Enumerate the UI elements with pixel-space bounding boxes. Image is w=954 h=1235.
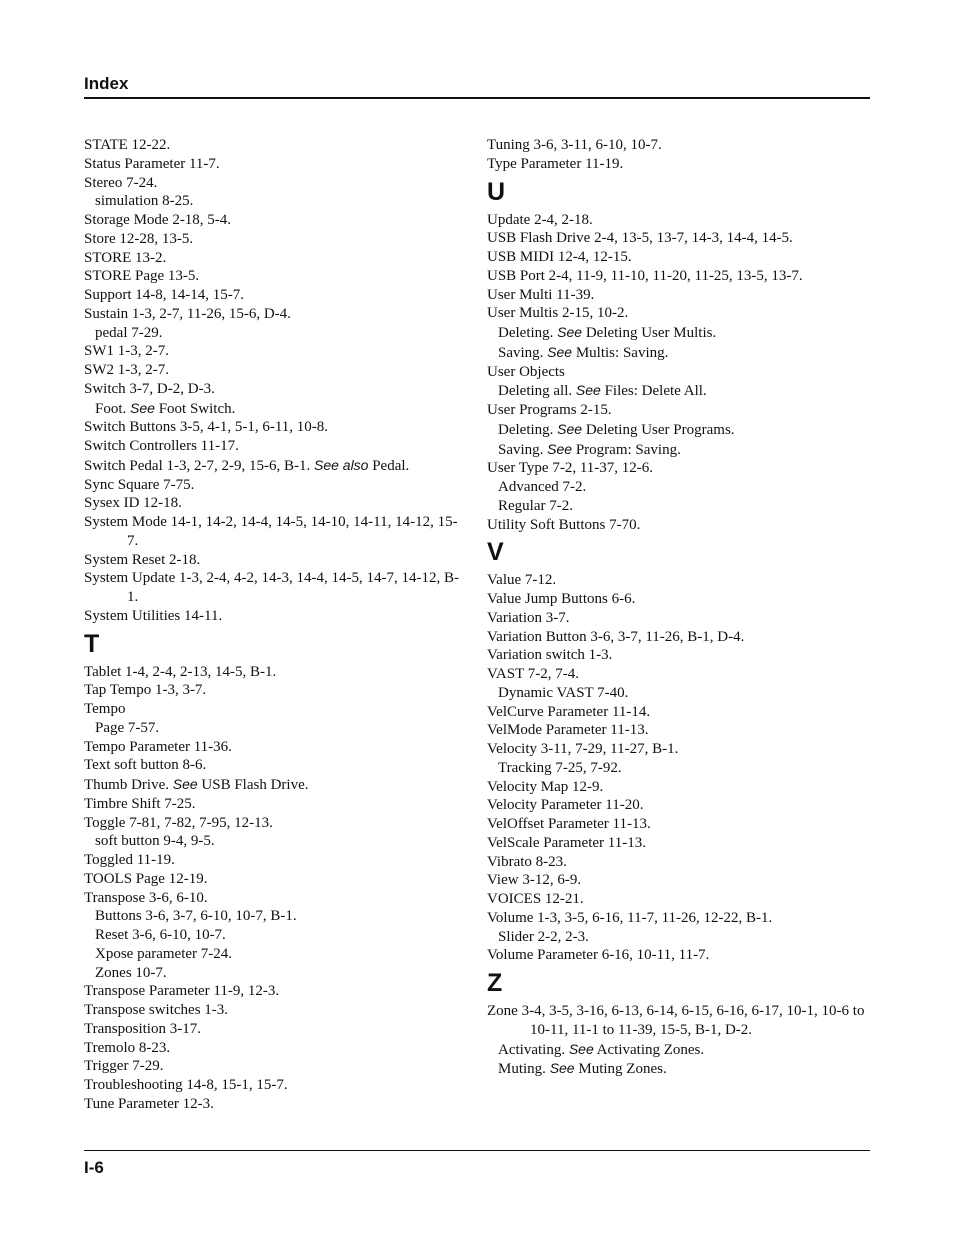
see-target: Files: Delete All.	[600, 383, 707, 400]
index-entry: View 3-12, 6-9.	[487, 872, 582, 889]
index-entry: Support 14-8, 14-14, 15-7.	[84, 287, 244, 303]
see-target: Foot Switch.	[154, 400, 236, 417]
index-entry: VAST 7-2, 7-4.	[487, 666, 579, 682]
index-entry: Switch Buttons 3-5, 4-1, 5-1, 6-11, 10-8.	[84, 419, 329, 436]
see-target: Pedal.	[368, 457, 410, 474]
index-entry: Switch 3-7, D-2, D-3.	[84, 380, 215, 397]
index-subentry: pedal 7-29.	[95, 324, 163, 341]
index-entry: TOOLS Page 12-19.	[84, 870, 208, 887]
index-entry	[84, 775, 464, 795]
index-entry: Vibrato 8-23.	[487, 853, 567, 870]
index-subentry	[487, 381, 867, 401]
index-entry: VelScale Parameter 11-13.	[487, 834, 646, 851]
index-entry: Toggle 7-81, 7-82, 7-95, 12-13.	[84, 814, 273, 831]
see-target: Program: Saving.	[572, 441, 681, 458]
index-entry: VelOffset Parameter 11-13.	[487, 816, 651, 832]
entry-text: Foot.	[95, 400, 131, 417]
entry-text: Deleting.	[498, 325, 558, 341]
index-entry: Transpose Parameter 11-9, 12-3.	[84, 983, 280, 1000]
see-reference: See	[547, 343, 573, 360]
index-entry: Trigger 7-29.	[84, 1058, 164, 1075]
see-reference: See	[557, 420, 583, 437]
entry-text: Saving.	[498, 344, 548, 361]
index-entry: USB Flash Drive 2-4, 13-5, 13-7, 14-3, 14-4, 14-5.	[487, 230, 793, 247]
index-entry: User Objects	[487, 363, 565, 380]
header-rule	[84, 97, 870, 99]
see-target: USB Flash Drive.	[197, 777, 309, 793]
index-entry: Tempo Parameter 11-36.	[84, 738, 232, 755]
index-subentry: soft button 9-4, 9-5.	[95, 833, 215, 850]
see-reference: See	[547, 440, 573, 457]
entry-text: Deleting all.	[498, 383, 576, 400]
entry-text: Thumb Drive.	[84, 777, 173, 793]
index-subentry	[487, 323, 867, 343]
index-subentry: Reset 3-6, 6-10, 10-7.	[95, 927, 226, 943]
see-target: Muting Zones.	[574, 1061, 667, 1078]
index-entry: Type Parameter 11-19.	[487, 155, 624, 172]
index-entry: Update 2-4, 2-18.	[487, 211, 593, 228]
see-reference: See	[130, 399, 155, 416]
index-entry: USB Port 2-4, 11-9, 11-10, 11-20, 11-25, 13-5, 13-7.	[487, 267, 803, 284]
index-entry: USB MIDI 12-4, 12-15.	[487, 249, 632, 265]
index-entry: STORE 13-2.	[84, 249, 167, 266]
index-subentry: simulation 8-25.	[95, 193, 194, 210]
see-reference: See	[568, 1040, 594, 1057]
see-reference: See	[557, 324, 583, 340]
index-subentry: Advanced 7-2.	[498, 479, 587, 495]
index-subentry: Xpose parameter 7-24.	[95, 945, 233, 962]
index-entry: Zone 3-4, 3-5, 3-16, 6-13, 6-14, 6-15, 6-16, 6-17, 10-1, 10-6 to 10-11, 11-1 to 11-39, 15-5, B-1, D-2.	[487, 1003, 865, 1038]
entry-text: Muting.	[498, 1061, 550, 1078]
index-entry: System Mode 14-1, 14-2, 14-4, 14-5, 14-10, 14-11, 14-12, 15-7.	[84, 514, 458, 549]
index-subentry: Slider 2-2, 2-3.	[498, 928, 589, 945]
index-entry: Velocity Map 12-9.	[487, 778, 604, 795]
index-entry: Switch Controllers 11-17.	[84, 438, 239, 454]
index-entry: Status Parameter 11-7.	[84, 155, 220, 172]
see-target: Activating Zones.	[593, 1041, 705, 1058]
entry-text: Saving.	[498, 441, 548, 458]
index-section-letter: T	[84, 629, 100, 658]
index-entry: Sustain 1-3, 2-7, 11-26, 15-6, D-4.	[84, 305, 291, 322]
index-subentry: Buttons 3-6, 3-7, 6-10, 10-7, B-1.	[95, 908, 297, 925]
index-subentry: Tracking 7-25, 7-92.	[498, 759, 622, 776]
index-entry: SW2 1-3, 2-7.	[84, 362, 169, 378]
index-entry: Tablet 1-4, 2-4, 2-13, 14-5, B-1.	[84, 663, 277, 680]
index-entry: Tune Parameter 12-3.	[84, 1095, 214, 1112]
index-entry: Sync Square 7-75.	[84, 476, 195, 493]
index-entry: System Reset 2-18.	[84, 551, 201, 568]
index-subentry	[487, 440, 867, 460]
index-entry: Storage Mode 2-18, 5-4.	[84, 212, 232, 228]
index-entry: VelCurve Parameter 11-14.	[487, 703, 651, 720]
index-column-right	[487, 136, 867, 1079]
index-entry: User Multi 11-39.	[487, 286, 595, 303]
index-section-letter: Z	[487, 969, 503, 997]
footer-rule	[84, 1150, 870, 1151]
index-entry: Transposition 3-17.	[84, 1020, 201, 1037]
index-entry: Value 7-12.	[487, 572, 557, 589]
index-entry: Tuning 3-6, 3-11, 6-10, 10-7.	[487, 137, 662, 153]
see-reference: See	[575, 382, 601, 399]
see-target: Multis: Saving.	[572, 344, 669, 361]
index-section-letter: V	[487, 538, 504, 567]
index-column-left	[84, 136, 464, 1114]
see-target: Deleting User Multis.	[582, 325, 717, 341]
index-section-letter: U	[487, 177, 506, 206]
entry-text: Switch Pedal 1-3, 2-7, 2-9, 15-6, B-1.	[84, 457, 314, 474]
index-entry: Tempo	[84, 701, 126, 717]
index-subentry	[487, 420, 867, 440]
index-entry: Value Jump Buttons 6-6.	[487, 591, 636, 607]
index-entry: Variation Button 3-6, 3-7, 11-26, B-1, D-4.	[487, 628, 745, 645]
index-entry: Variation 3-7.	[487, 609, 570, 626]
see-reference: See	[172, 776, 198, 792]
entry-text: Deleting.	[498, 421, 558, 438]
index-entry: Text soft button 8-6.	[84, 757, 207, 774]
index-entry: Velocity Parameter 11-20.	[487, 797, 644, 814]
index-entry: Stereo 7-24.	[84, 174, 158, 191]
index-entry: Store 12-28, 13-5.	[84, 230, 194, 247]
index-subentry: Dynamic VAST 7-40.	[498, 684, 629, 701]
index-entry: Sysex ID 12-18.	[84, 495, 182, 512]
index-entry: Volume Parameter 6-16, 10-11, 11-7.	[487, 947, 710, 964]
index-subentry: Page 7-57.	[95, 719, 160, 736]
index-entry: Troubleshooting 14-8, 15-1, 15-7.	[84, 1077, 288, 1093]
index-entry: Tap Tempo 1-3, 3-7.	[84, 682, 207, 699]
index-entry: STATE 12-22.	[84, 137, 171, 153]
index-entry: User Programs 2-15.	[487, 402, 612, 418]
index-entry: VelMode Parameter 11-13.	[487, 722, 649, 739]
index-subentry	[487, 343, 867, 363]
page-number: I-6	[84, 1158, 104, 1177]
index-entry: System Utilities 14-11.	[84, 607, 223, 624]
index-entry: User Multis 2-15, 10-2.	[487, 305, 629, 322]
index-subentry: Regular 7-2.	[498, 497, 573, 514]
index-subentry: Zones 10-7.	[95, 964, 167, 981]
index-subentry	[84, 399, 464, 419]
index-entry: User Type 7-2, 11-37, 12-6.	[487, 460, 654, 477]
index-entry: Toggled 11-19.	[84, 852, 175, 868]
index-entry: Utility Soft Buttons 7-70.	[487, 516, 641, 533]
index-subentry	[487, 1059, 867, 1079]
index-entry: Volume 1-3, 3-5, 6-16, 11-7, 11-26, 12-22, B-1.	[487, 909, 773, 926]
see-target: Deleting User Programs.	[582, 421, 735, 438]
see-reference: See also	[313, 456, 369, 473]
index-entry	[84, 456, 464, 476]
entry-text: Activating.	[498, 1041, 569, 1058]
page-header-title: Index	[84, 74, 129, 93]
index-entry: Transpose 3-6, 6-10.	[84, 889, 208, 906]
index-entry: System Update 1-3, 2-4, 4-2, 14-3, 14-4, 14-5, 14-7, 14-12, B-1.	[84, 570, 459, 605]
index-entry: VOICES 12-21.	[487, 891, 584, 907]
index-entry: Timbre Shift 7-25.	[84, 795, 196, 812]
index-subentry	[487, 1040, 867, 1060]
index-entry: Transpose switches 1-3.	[84, 1002, 229, 1018]
index-entry: STORE Page 13-5.	[84, 268, 200, 285]
index-entry: Tremolo 8-23.	[84, 1039, 171, 1056]
index-entry: Variation switch 1-3.	[487, 647, 613, 664]
see-reference: See	[549, 1060, 575, 1077]
index-entry: Velocity 3-11, 7-29, 11-27, B-1.	[487, 741, 679, 757]
index-entry: SW1 1-3, 2-7.	[84, 343, 169, 360]
